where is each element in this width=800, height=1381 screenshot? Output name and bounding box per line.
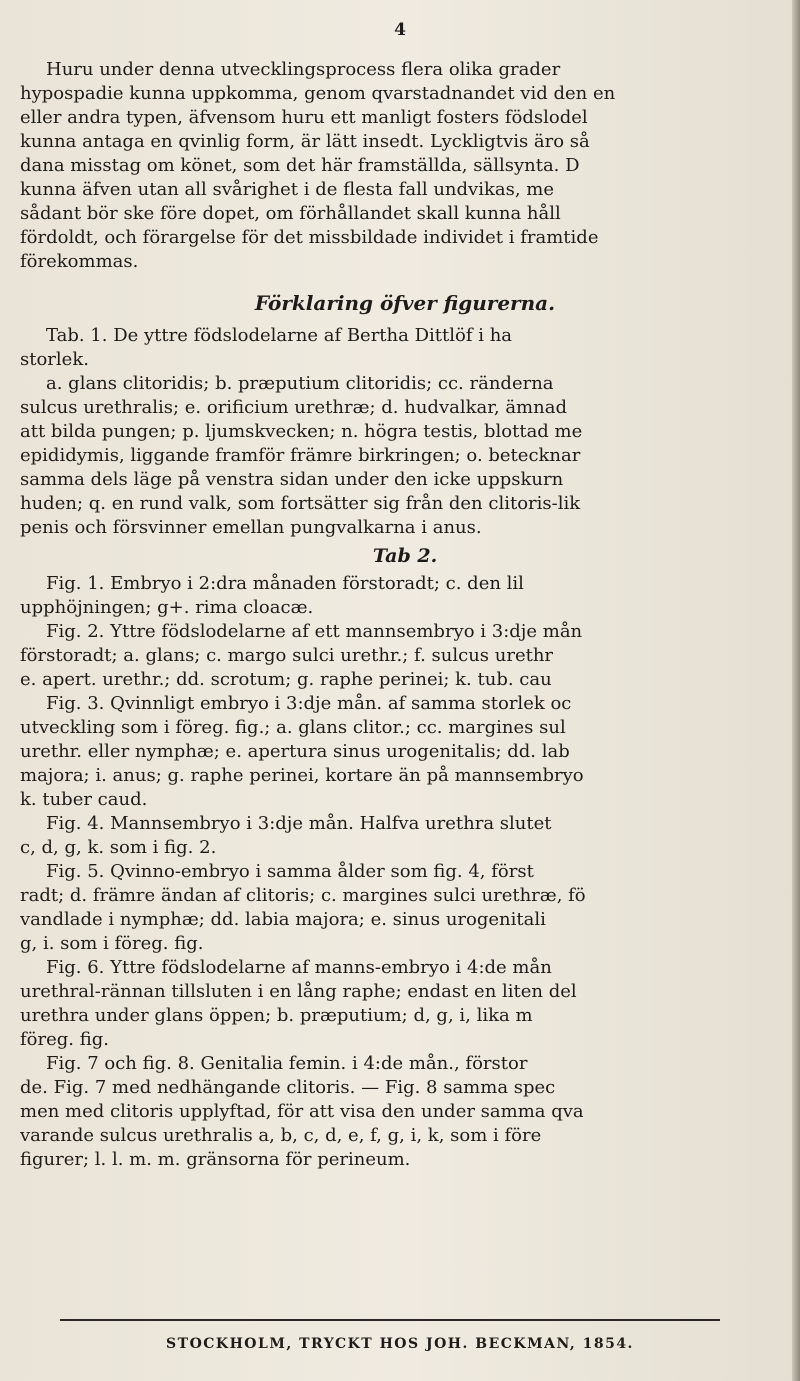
page-edge [792,0,800,1381]
text-line: hypospadie kunna uppkomma, genom qvarstadnandet vid den en [20,83,616,104]
text-line: dana misstag om könet, som det här framställda, sällsynta. D [20,155,580,176]
text-line: sulcus urethralis; e. orificium urethræ; d. hudvalkar, ämnad [20,397,567,418]
text-line: men med clitoris upplyftad, för att visa den under samma qva [20,1101,584,1122]
text-line: epididymis, liggande framför främre birkringen; o. betecknar [20,445,581,466]
tab2-description [20,572,790,1172]
text-line: k. tuber caud. [20,789,148,810]
text-line: utveckling som i föreg. fig.; a. glans clitor.; cc. margines sul [20,717,566,738]
paragraph-intro [20,58,790,274]
text-line: a. glans clitoridis; b. præputium clitoridis; cc. ränderna [46,373,554,394]
text-line: g, i. som i föreg. fig. [20,933,204,954]
text-line: radt; d. främre ändan af clitoris; c. margines sulci urethræ, fö [20,885,586,906]
text-line: samma dels läge på venstra sidan under den icke uppskurn [20,469,564,490]
text-line: förstoradt; a. glans; c. margo sulci urethr.; f. sulcus urethr [20,645,554,666]
text-line: huden; q. en rund valk, som fortsätter sig från den clitoris-lik [20,493,581,514]
text-line: att bilda pungen; p. ljumskvecken; n. högra testis, blottad me [20,421,583,442]
text-line: Fig. 6. Yttre födslodelarne af manns-embryo i 4:de mån [46,957,552,978]
text-line: urethra under glans öppen; b. præputium; d, g, i, lika m [20,1005,533,1026]
text-line: urethr. eller nymphæ; e. apertura sinus urogenitalis; dd. lab [20,741,570,762]
text-line: urethral-rännan tillsluten i en lång raphe; endast en liten del [20,981,577,1002]
text-line: Fig. 7 och fig. 8. Genitalia femin. i 4:de mån., förstor [46,1053,528,1074]
section-heading: Förklaring öfver figurerna. [254,291,556,315]
text-line: Fig. 1. Embryo i 2:dra månaden förstoradt; c. den lil [46,573,524,594]
text-line: Tab. 1. De yttre födslodelarne af Bertha Dittlöf i ha [46,325,513,346]
page-number: 4 [394,20,406,40]
text-line: storlek. [20,349,89,370]
tab2-heading: Tab 2. [372,545,438,567]
text-body [20,58,790,1172]
text-line: föreg. fig. [20,1029,109,1050]
text-line: penis och försvinner emellan pungvalkarna i anus. [20,517,482,538]
footer-rule [60,1319,720,1321]
text-line: kunna antaga en qvinlig form, är lätt insedt. Lyckligtvis äro så [20,131,590,152]
text-line: fördoldt, och förargelse för det missbildade individet i framtide [20,227,599,248]
text-line: c, d, g, k. som i fig. 2. [20,837,217,858]
text-line: Fig. 3. Qvinnligt embryo i 3:dje mån. af samma storlek oc [46,693,572,714]
text-line: varande sulcus urethralis a, b, c, d, e, f, g, i, k, som i före [20,1125,542,1146]
text-line: kunna äfven utan all svårighet i de flesta fall undvikas, me [20,179,554,200]
printer-imprint: STOCKHOLM, TRYCKT HOS JOH. BECKMAN, 1854. [166,1336,634,1352]
text-line: e. apert. urethr.; dd. scrotum; g. raphe perinei; k. tub. cau [20,669,552,690]
text-line: Fig. 5. Qvinno-embryo i samma ålder som fig. 4, först [46,861,534,882]
text-line: Huru under denna utvecklingsprocess flera olika grader [46,59,561,80]
text-line: figurer; l. l. m. m. gränsorna för perineum. [20,1149,411,1170]
text-line: eller andra typen, äfvensom huru ett manligt fosters födslodel [20,107,588,128]
text-line: Fig. 2. Yttre födslodelarne af ett mannsembryo i 3:dje mån [46,621,583,642]
text-line: vandlade i nymphæ; dd. labia majora; e. sinus urogenitali [20,909,546,930]
text-line: upphöjningen; g+. rima cloacæ. [20,597,314,618]
text-line: de. Fig. 7 med nedhängande clitoris. — Fig. 8 samma spec [20,1077,556,1098]
text-line: Fig. 4. Mannsembryo i 3:dje mån. Halfva urethra slutet [46,813,552,834]
text-line: majora; i. anus; g. raphe perinei, kortare än på mannsembryo [20,765,584,786]
tab1-description [20,324,790,540]
text-line: förekommas. [20,251,139,272]
text-line: sådant bör ske före dopet, om förhållandet skall kunna håll [20,203,561,224]
